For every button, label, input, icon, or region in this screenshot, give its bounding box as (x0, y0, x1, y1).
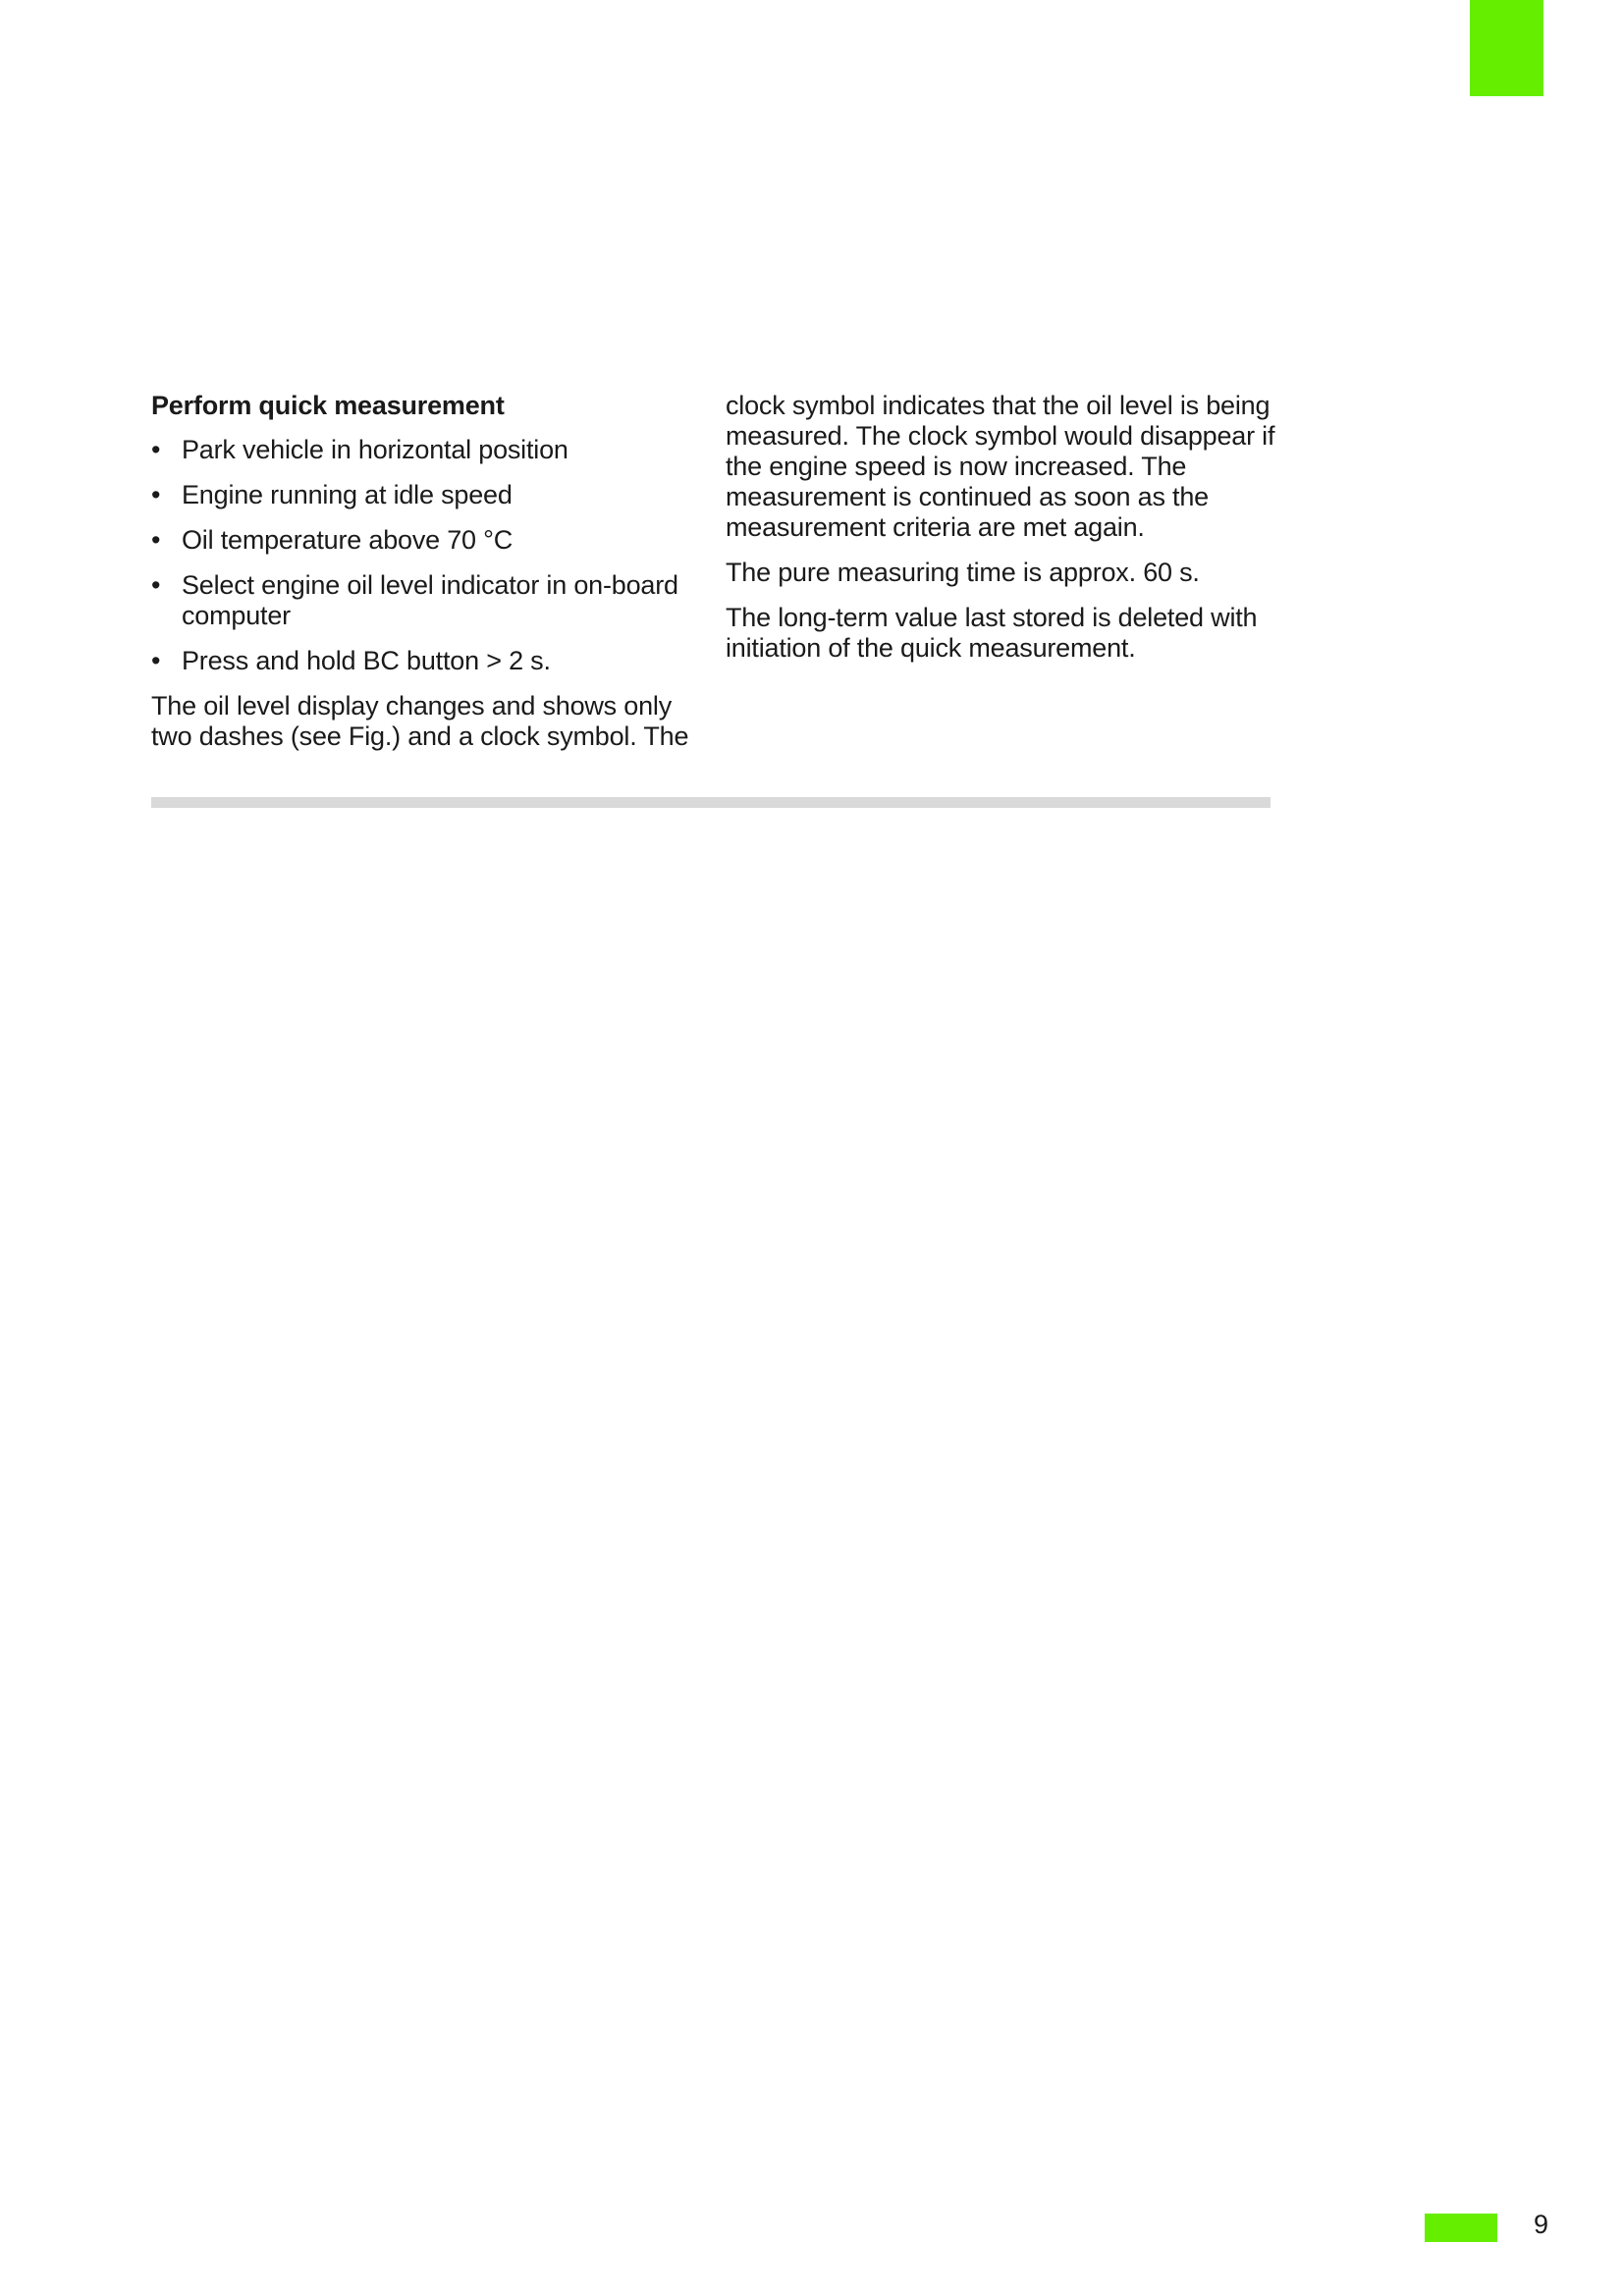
list-item-text: Oil temperature above 70 °C (182, 525, 514, 555)
bullet-icon: • (151, 480, 161, 509)
list-item (151, 525, 701, 556)
corner-color-tab (1470, 0, 1543, 96)
list-item (151, 480, 701, 510)
bullet-icon: • (151, 435, 161, 464)
bullet-icon: • (151, 570, 161, 600)
list-item (151, 435, 701, 465)
list-item (151, 570, 701, 631)
footer-color-bar (1425, 2214, 1497, 2242)
list-item (151, 646, 701, 676)
body-paragraph: The oil level display changes and shows only two dashes (see Fig.) and a clock symbol. The (151, 691, 689, 751)
list-item-text: Engine running at idle speed (182, 480, 513, 509)
list-item-text: Park vehicle in horizontal position (182, 435, 568, 464)
list-item-text: Select engine oil level indicator in on-board computer (182, 570, 678, 630)
body-paragraph: The long-term value last stored is deleted with initiation of the quick measurement. (726, 603, 1258, 663)
section-divider (151, 797, 1271, 808)
page-number: 9 (1534, 2210, 1549, 2239)
body-paragraph: The pure measuring time is approx. 60 s. (726, 558, 1200, 587)
bullet-icon: • (151, 525, 161, 555)
right-text-column (726, 391, 1275, 678)
bullet-icon: • (151, 646, 161, 675)
left-text-column (151, 391, 701, 767)
section-heading: Perform quick measurement (151, 391, 505, 420)
requirements-list (151, 435, 701, 676)
body-paragraph: clock symbol indicates that the oil level is being measured. The clock symbol would disappear if the engine speed is now increased. The measurement is continued as soon as the measurement criteria are met again. (726, 391, 1275, 542)
list-item-text: Press and hold BC button > 2 s. (182, 646, 551, 675)
